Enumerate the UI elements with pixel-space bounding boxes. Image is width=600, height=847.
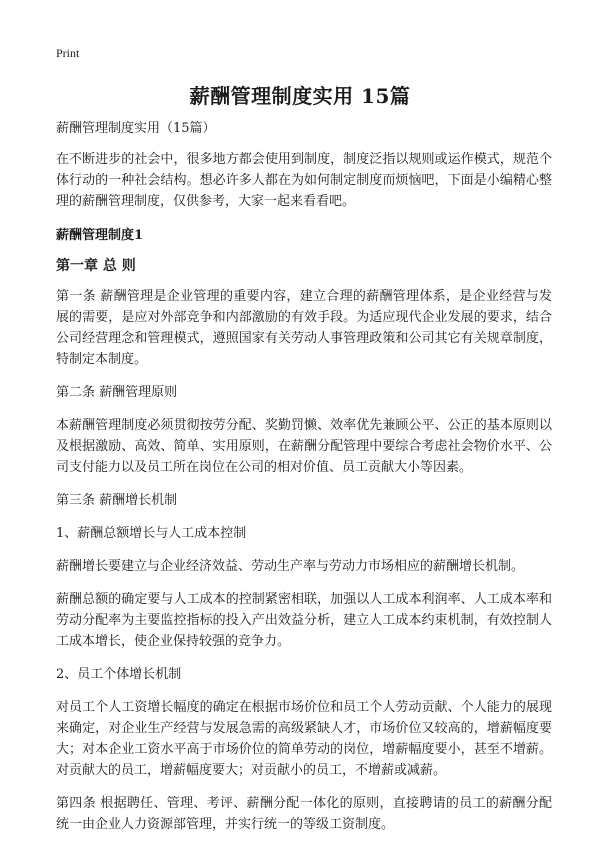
paragraph-article-1: 第一条 薪酬管理是企业管理的重要内容，建立合理的薪酬管理体系，是企业经营与发展的需要，是应对外部竞争和内部激励的有效手段。为适应现代企业发展的要求，结合公司经营理念和管理模式，遵照国家有关劳动人事管理政策和公司其它有关规章制度，特制定本制度。: [56, 289, 552, 367]
intro-paragraph: 在不断进步的社会中，很多地方都会使用到制度，制度泛指以规则或运作模式，规范个体行动的一种社会结构。想必许多人都在为如何制定制度而烦恼吧，下面是小编精心整理的薪酬管理制度，仅供参考，大家一起来看看吧。: [56, 152, 552, 209]
print-link[interactable]: Print: [56, 46, 80, 60]
paragraph-article-4: 第四条 根据聘任、管理、考评、薪酬分配一体化的原则，直接聘请的员工的薪酬分配统一由企业人力资源部管理，并实行统一的等级工资制度。: [56, 796, 552, 832]
document-body: [56, 118, 552, 847]
paragraph-article-3-heading: 第三条 薪酬增长机制: [56, 493, 178, 508]
paragraph-individual-growth: 对员工个人工资增长幅度的确定在根据市场价位和员工个人劳动贡献、个人能力的展现来确定，对企业生产经营与发展急需的高级紧缺人才，市场价位又较高的，增薪幅度要大；对本企业工资水平高于市场价位的简单劳动的岗位，增薪幅度要小，甚至不增薪。对贡献大的员工，增薪幅度要大；对贡献小的员工，不增薪或减薪。: [56, 700, 552, 778]
paragraph-subheading-1: 1、薪酬总额增长与人工成本控制: [56, 526, 247, 541]
paragraph-growth-mechanism: 薪酬增长要建立与企业经济效益、劳动生产率与劳动力市场相应的薪酬增长机制。: [56, 559, 525, 574]
paragraph-article-2-heading: 第二条 薪酬管理原则: [56, 385, 178, 400]
document-subtitle: 薪酬管理制度实用（15篇）: [56, 121, 216, 136]
paragraph-cost-control: 薪酬总额的确定要与人工成本的控制紧密相联，加强以人工成本利润率、人工成本率和劳动分配率为主要监控指标的投入产出效益分析，建立人工成本约束机制，有效控制人工成本增长，使企业保持较强的竞争力。: [56, 592, 552, 649]
paragraph-subheading-2: 2、员工个体增长机制: [56, 667, 182, 682]
paragraph-article-2-body: 本薪酬管理制度必须贯彻按劳分配、奖勤罚懒、效率优先兼顾公平、公正的基本原则以及根据激励、高效、简单、实用原则，在薪酬分配管理中要综合考虑社会物价水平、公司支付能力以及员工所在岗位在公司的相对价值、员工贡献大小等因素。: [56, 418, 552, 475]
section-heading: 薪酬管理制度1: [56, 228, 144, 243]
page-title: 薪酬管理制度实用 15篇: [189, 84, 411, 108]
chapter-heading: 第一章 总 则: [56, 258, 136, 274]
